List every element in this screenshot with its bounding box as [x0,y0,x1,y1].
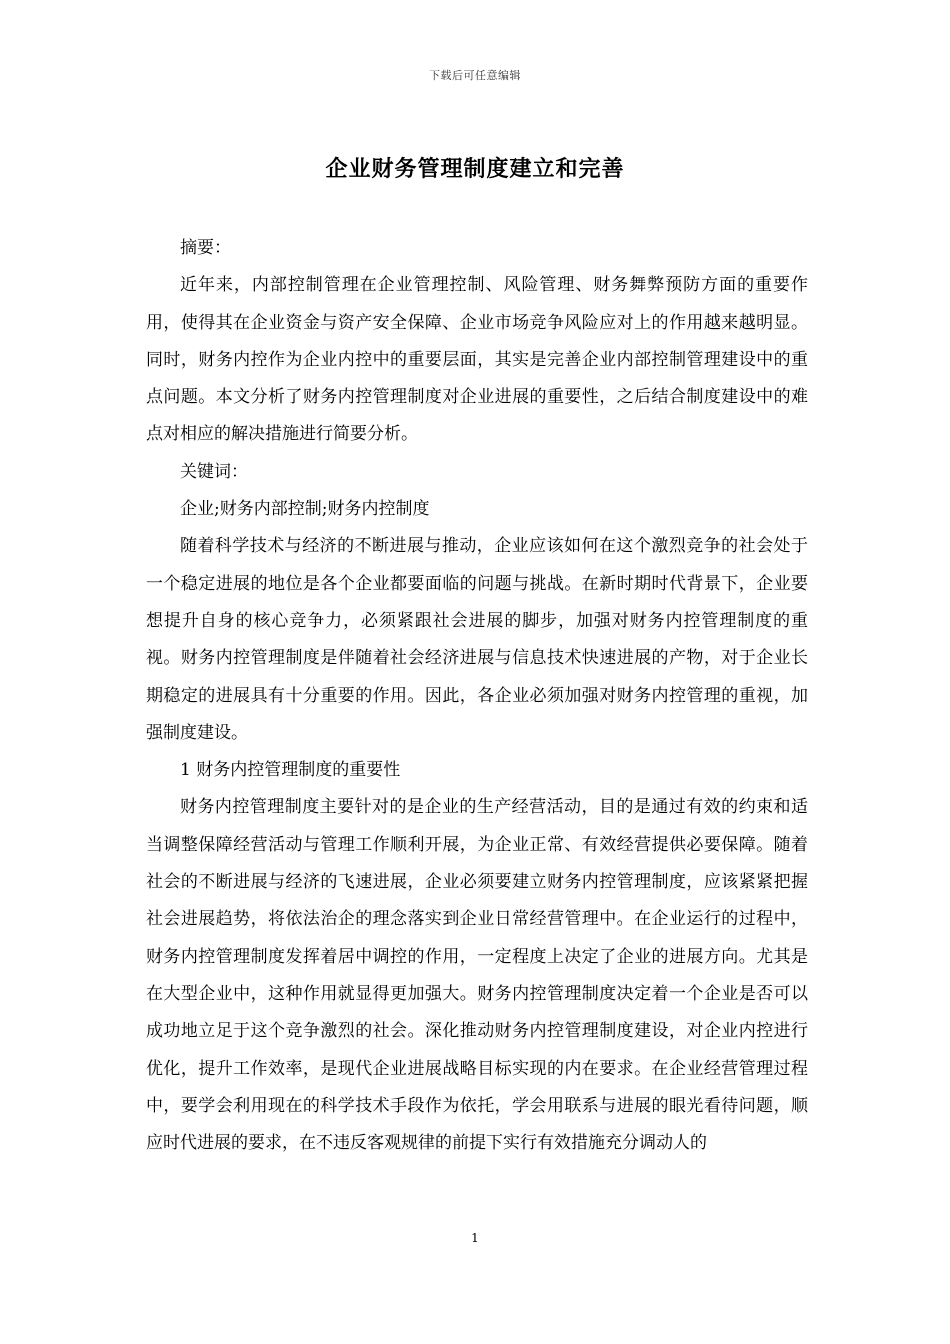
intro-paragraph: 随着科学技术与经济的不断进展与推动，企业应该如何在这个激烈竞争的社会处于一个稳定进展的地位是各个企业都要面临的问题与挑战。在新时期时代背景下，企业要想提升自身的核心竞争力，必须紧跟社会进展的脚步，加强对财务内控管理制度的重视。财务内控管理制度是伴随着社会经济进展与信息技术快速进展的产物，对于企业长期稳定的进展具有十分重要的作用。因此，各企业必须加强对财务内控管理的重视，加强制度建设。 [146,536,808,743]
section-heading-1: 1 财务内控管理制度的重要性 [180,760,401,781]
page-number: 1 [471,1231,479,1245]
keywords-heading: 关键词： [180,461,248,482]
abstract-heading: 摘要： [180,238,231,258]
section-1-paragraph: 财务内控管理制度主要针对的是企业的生产经营活动，目的是通过有效的约束和适当调整保障经营活动与管理工作顺利开展，为企业正常、有效经营提供必要保障。随着社会的不断进展与经济的飞速进展，企业必须要建立财务内控管理制度，应该紧紧把握社会进展趋势，将依法治企的理念落实到企业日常经营管理中。在企业运行的过程中，财务内控管理制度发挥着居中调控的作用，一定程度上决定了企业的进展方向。尤其是在大型企业中，这种作用就显得更加强大。财务内控管理制度决定着一个企业是否可以成功地立足于这个竞争激烈的社会。深化推动财务内控管理制度建设，对企业内控进行优化，提升工作效率，是现代企业进展战略目标实现的内在要求。在企业经营管理过程中，要学会利用现在的科学技术手段作为依托，学会用联系与进展的眼光看待问题，顺应时代进展的要求，在不违反客观规律的前提下实行有效措施充分调动人的 [146,797,808,1154]
document-title: 企业财务管理制度建立和完善 [325,156,625,182]
document-body [146,230,808,1162]
keywords-list: 企业;财务内部控制;财务内控制度 [180,499,430,520]
abstract-paragraph: 近年来，内部控制管理在企业管理控制、风险管理、财务舞弊预防方面的重要作用，使得其在企业资金与资产安全保障、企业市场竞争风险应对上的作用越来越明显。同时，财务内控作为企业内控中的重要层面，其实是完善企业内部控制管理建设中的重点问题。本文分析了财务内控管理制度对企业进展的重要性，之后结合制度建设中的难点对相应的解决措施进行简要分析。 [146,275,808,445]
header-note: 下载后可任意编辑 [429,69,521,82]
